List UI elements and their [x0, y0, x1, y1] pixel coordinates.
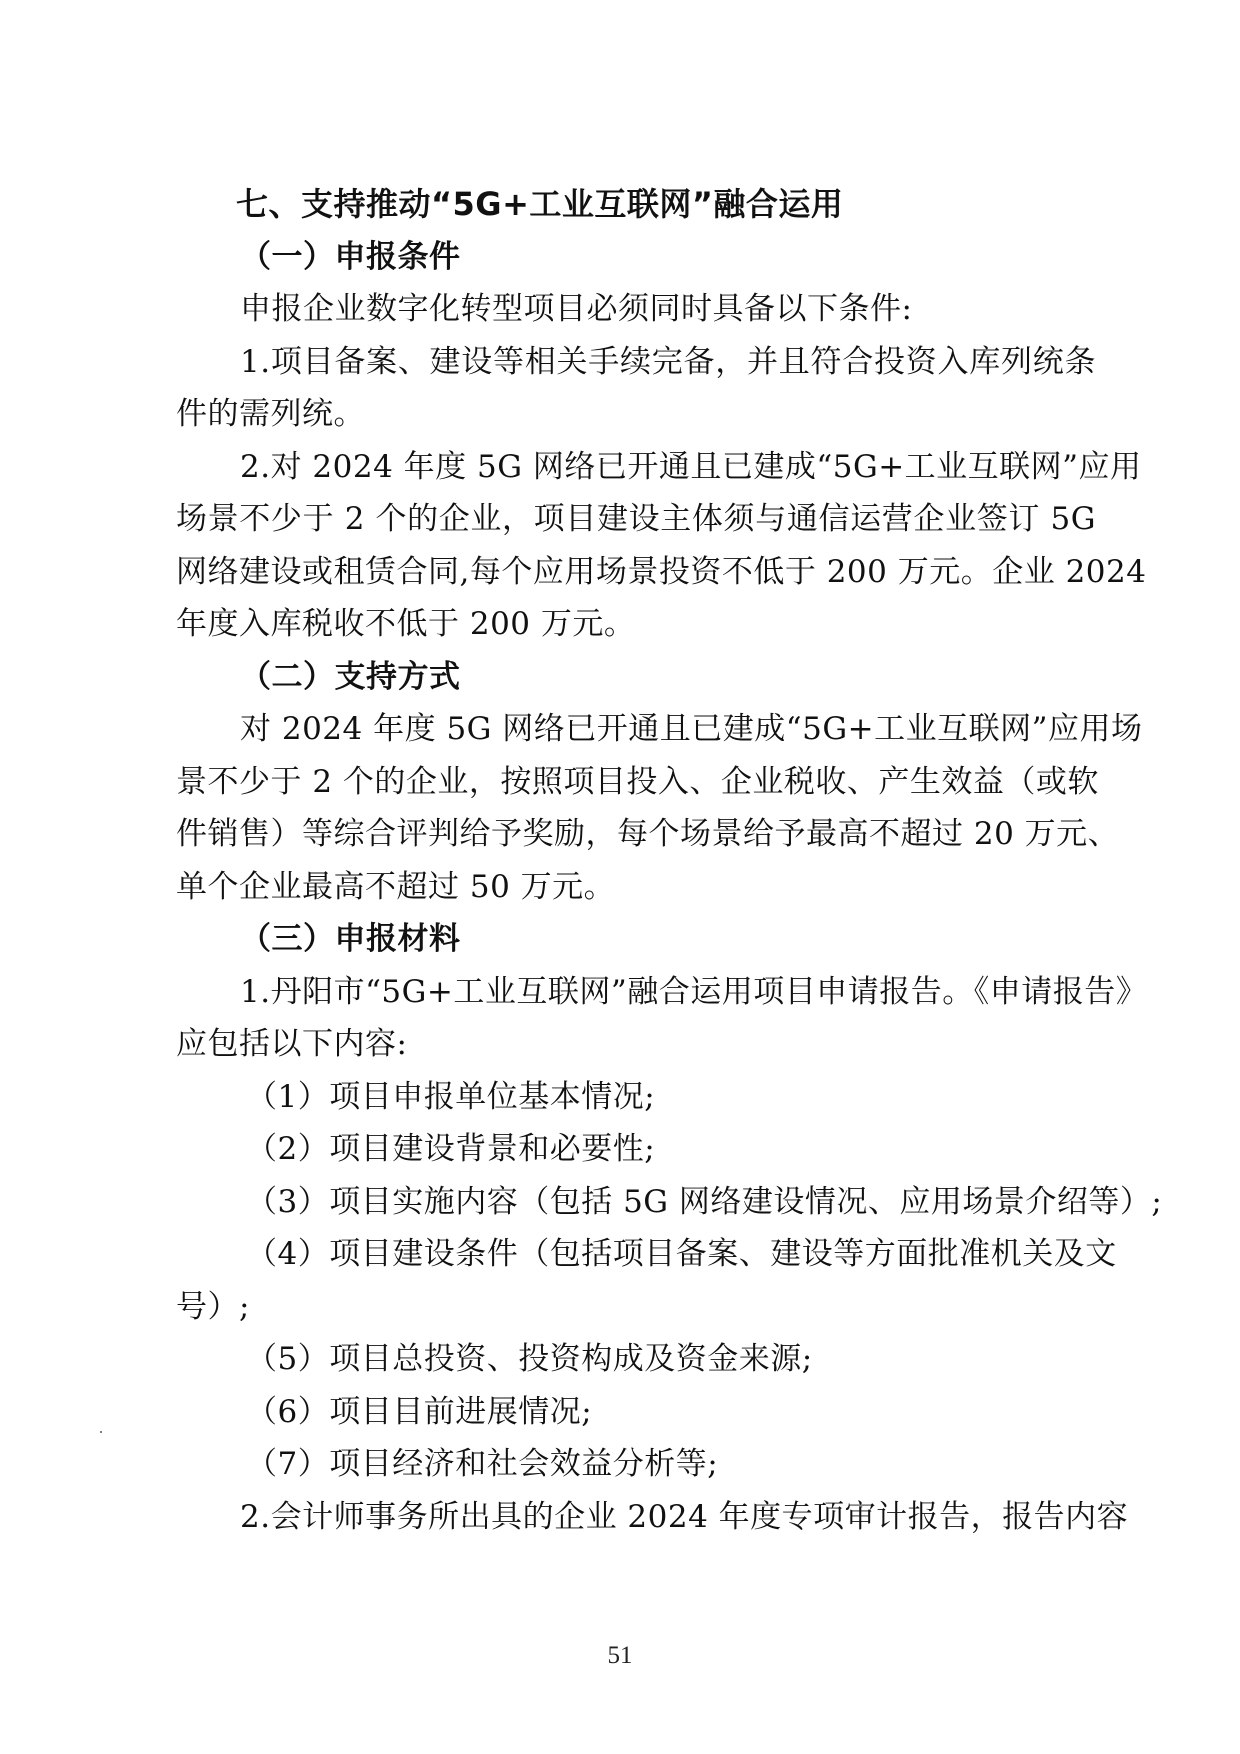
paragraph-line: 1.项目备案、建设等相关手续完备，并且符合投资入库列统条	[240, 343, 1096, 380]
paragraph-line: 2.会计师事务所出具的企业 2024 年度专项审计报告，报告内容	[240, 1498, 1129, 1535]
paragraph-line: 年度入库税收不低于 200 万元。	[176, 606, 636, 642]
page-number: 51	[607, 1642, 633, 1669]
subsection-title-conditions: （一）申报条件	[240, 238, 461, 275]
list-item: （3）项目实施内容（包括 5G 网络建设情况、应用场景介绍等）;	[246, 1183, 1163, 1220]
paragraph-line: 申报企业数字化转型项目必须同时具备以下条件:	[240, 291, 913, 327]
paragraph-line: 应包括以下内容:	[176, 1026, 408, 1062]
paragraph-line: 2.对 2024 年度 5G 网络已开通且已建成“5G+工业互联网”应用	[240, 448, 1142, 485]
section-title: 七、支持推动“5G+工业互联网”融合运用	[236, 185, 844, 223]
list-item: （4）项目建设条件（包括项目备案、建设等方面批准机关及文	[246, 1236, 1117, 1272]
subsection-title-support: （二）支持方式	[240, 658, 461, 695]
paragraph-line: 网络建设或租赁合同,每个应用场景投资不低于 200 万元。企业 2024	[176, 553, 1147, 590]
list-item: （2）项目建设背景和必要性;	[246, 1131, 656, 1167]
scan-speck	[100, 1431, 102, 1433]
list-item-continuation: 号）;	[176, 1288, 250, 1325]
list-item: （1）项目申报单位基本情况;	[246, 1078, 656, 1115]
paragraph-line: 单个企业最高不超过 50 万元。	[176, 868, 616, 905]
subsection-title-materials: （三）申报材料	[240, 921, 461, 957]
paragraph-line: 件销售）等综合评判给予奖励，每个场景给予最高不超过 20 万元、	[176, 816, 1120, 852]
list-item: （5）项目总投资、投资构成及资金来源;	[246, 1341, 813, 1377]
list-item: （7）项目经济和社会效益分析等;	[246, 1446, 719, 1482]
page-content	[176, 178, 1163, 1543]
list-item: （6）项目目前进展情况;	[246, 1393, 593, 1430]
paragraph-line: 场景不少于 2 个的企业，项目建设主体须与通信运营企业签订 5G	[176, 501, 1096, 537]
paragraph-line: 对 2024 年度 5G 网络已开通且已建成“5G+工业互联网”应用场	[240, 711, 1143, 747]
paragraph-line: 件的需列统。	[176, 396, 365, 432]
paragraph-line: 景不少于 2 个的企业，按照项目投入、企业税收、产生效益（或软	[176, 763, 1099, 800]
paragraph-line: 1.丹阳市“5G+工业互联网”融合运用项目申请报告。《申请报告》	[240, 973, 1148, 1010]
